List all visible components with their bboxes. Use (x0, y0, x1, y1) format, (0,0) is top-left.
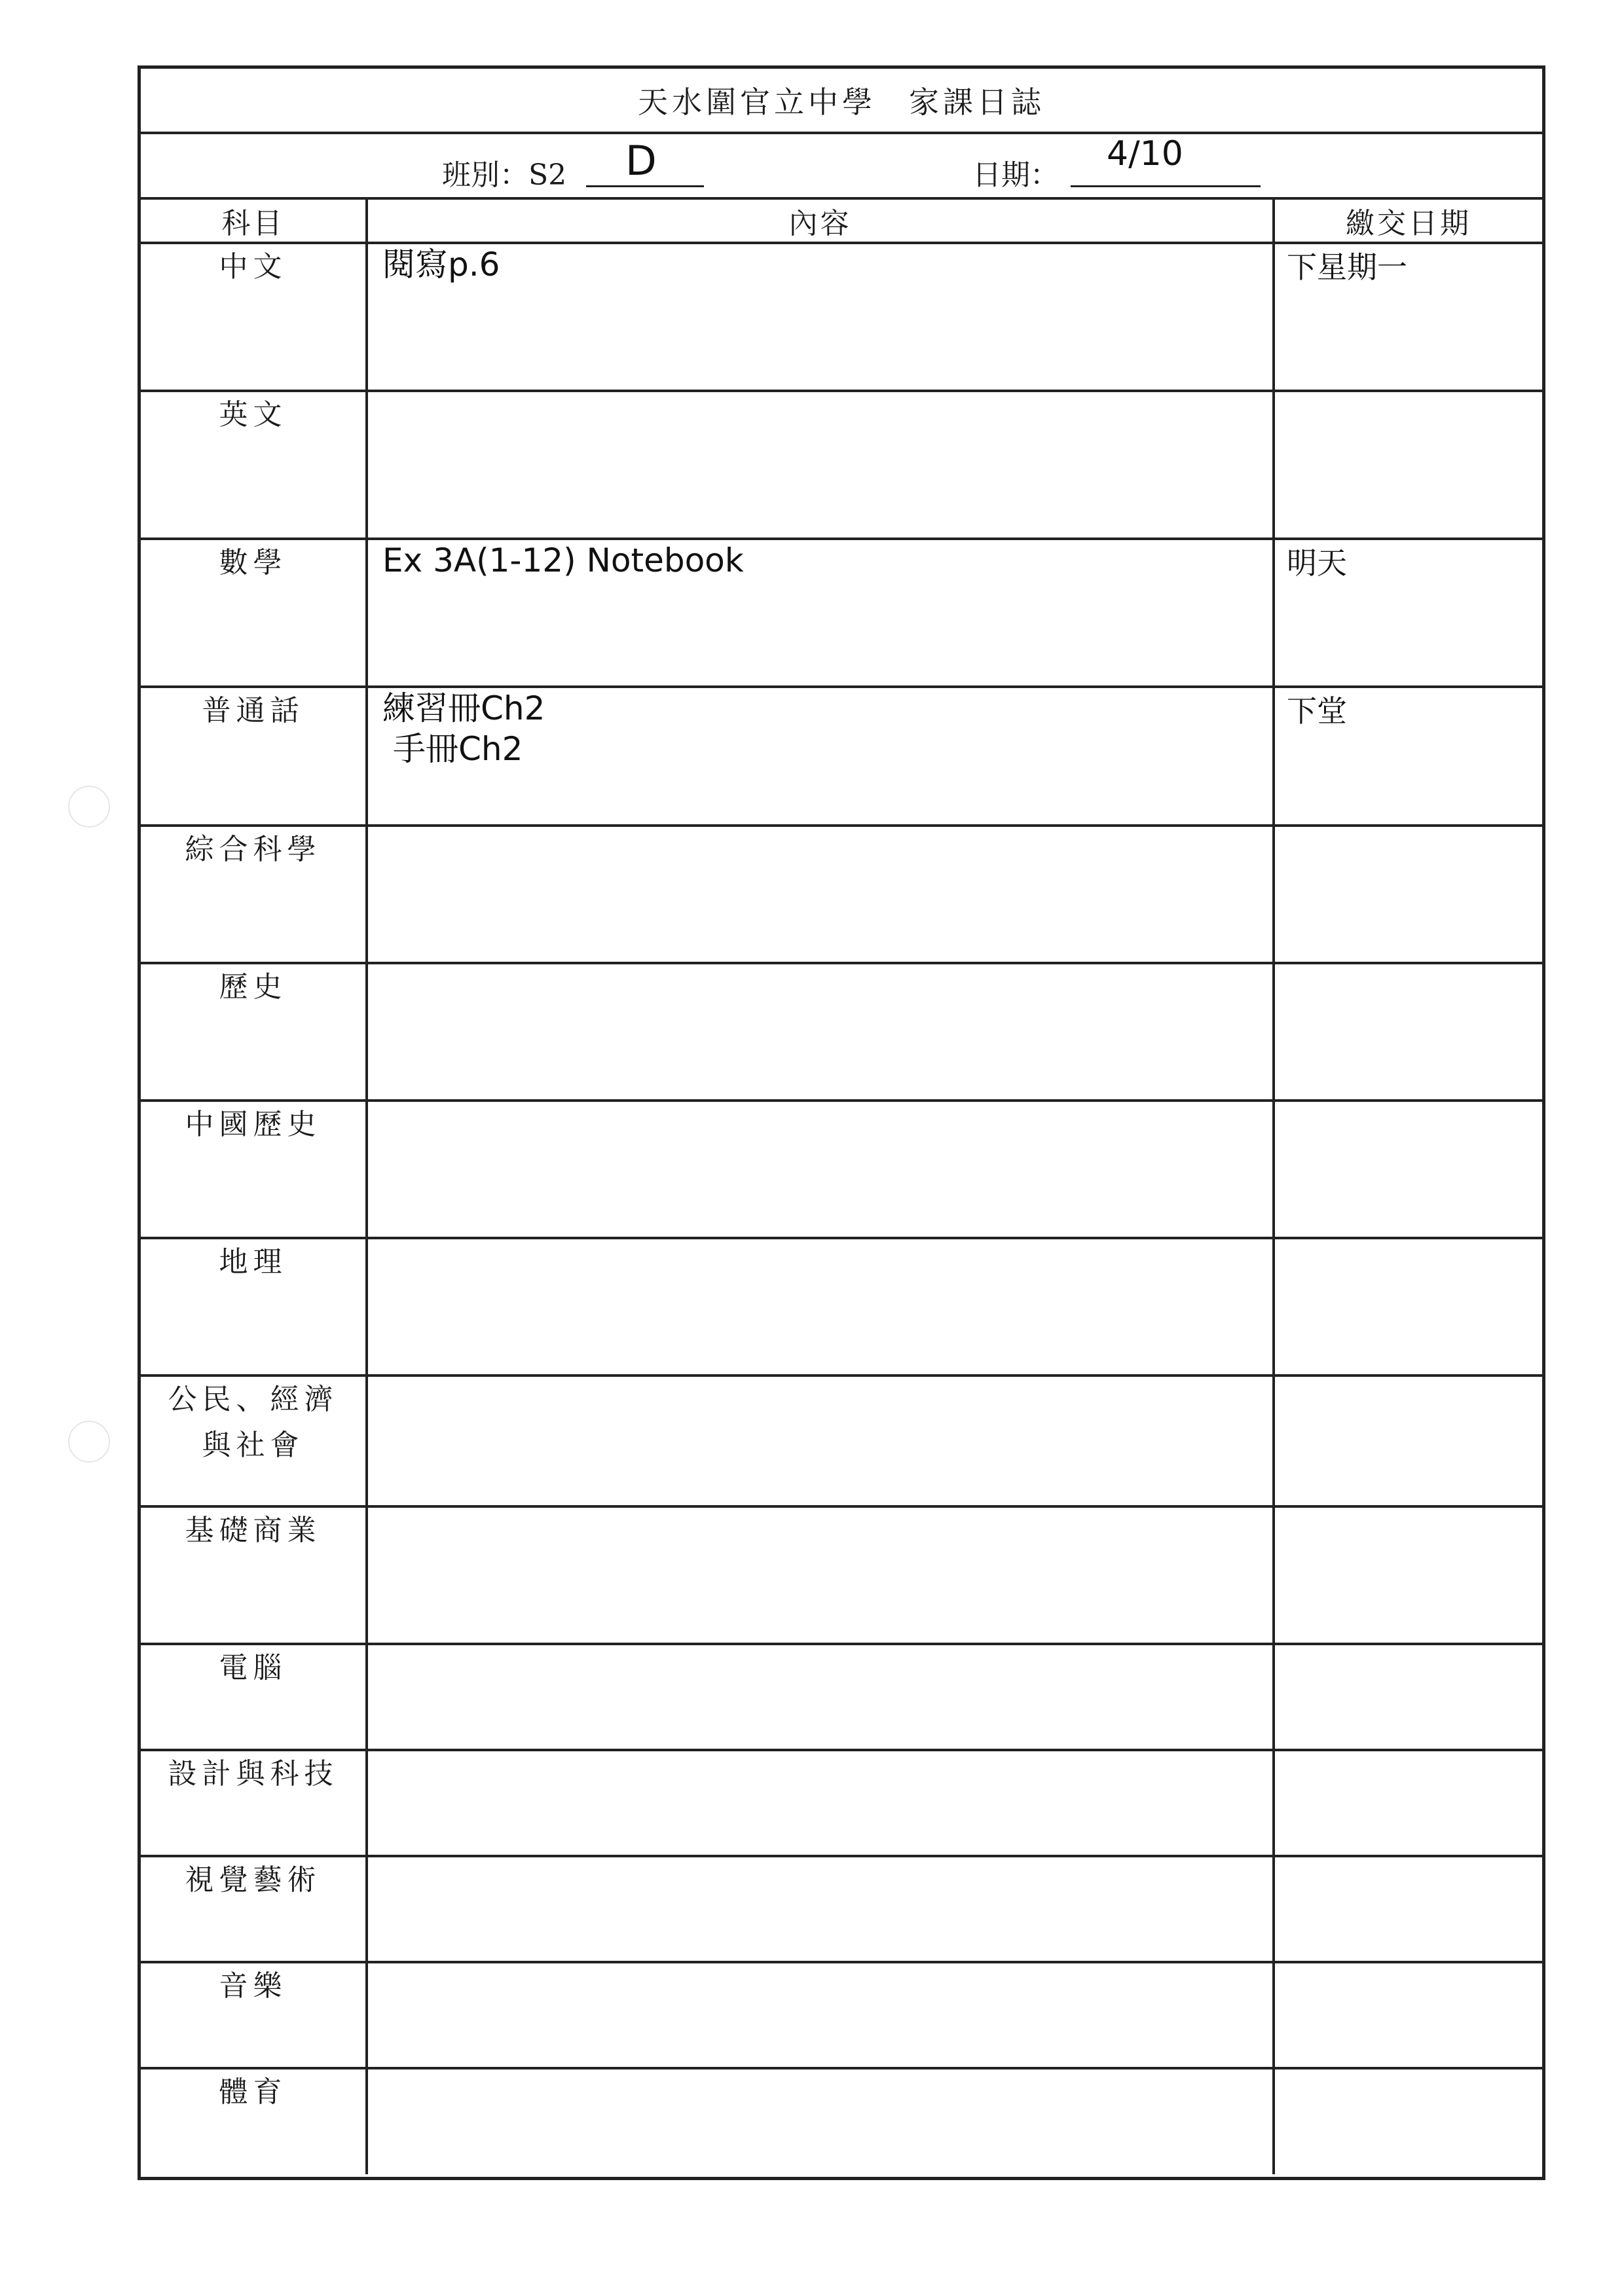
content-cell (367, 1750, 1274, 1856)
content-cell (367, 391, 1274, 539)
due-cell (1274, 963, 1542, 1101)
subject-label: 普通話 (202, 694, 304, 727)
subject-cell (141, 1962, 367, 2068)
table-row (141, 391, 1542, 539)
subject-label: 體育 (219, 2075, 287, 2109)
subject-label: 公民、經濟與社會 (168, 1383, 339, 1462)
subject-cell (141, 1101, 367, 1238)
subject-label: 設計與科技 (168, 1757, 339, 1791)
due-cell (1274, 687, 1542, 826)
subject-cell (141, 243, 367, 391)
table-row (141, 963, 1542, 1101)
subject-cell (141, 1376, 367, 1506)
content-cell (367, 826, 1274, 963)
due-cell (1274, 826, 1542, 963)
subject-label: 音樂 (219, 1969, 287, 2003)
content-cell (367, 539, 1274, 687)
header-content: 內容 (367, 200, 1274, 243)
due-date-entry: 明天 (1287, 545, 1347, 581)
content-cell (367, 243, 1274, 391)
diary-title: 家課日誌 (909, 84, 1045, 120)
due-cell (1274, 1238, 1542, 1376)
table-row (141, 1644, 1542, 1750)
subject-label: 英文 (219, 398, 287, 431)
meta-row (141, 134, 1542, 200)
subject-cell (141, 391, 367, 539)
content-cell (367, 963, 1274, 1101)
subject-cell (141, 539, 367, 687)
homework-table (141, 200, 1542, 2174)
subject-cell (141, 1238, 367, 1376)
content-cell (367, 1101, 1274, 1238)
content-cell (367, 1506, 1274, 1644)
due-cell (1274, 1856, 1542, 1962)
date-value: 4/10 (1107, 134, 1183, 173)
subject-cell (141, 826, 367, 963)
table-row (141, 1750, 1542, 1856)
homework-entry: Ex 3A(1-12) Notebook (382, 541, 744, 579)
subject-cell (141, 2068, 367, 2174)
due-cell (1274, 1750, 1542, 1856)
content-cell (367, 2068, 1274, 2174)
class-value: D (625, 137, 657, 185)
punch-hole-bottom (68, 1421, 110, 1463)
homework-entry: 手冊Ch2 (393, 730, 523, 768)
content-cell (367, 1238, 1274, 1376)
form-title (141, 69, 1542, 134)
subject-label: 中文 (219, 250, 287, 283)
punch-hole-top (68, 786, 110, 828)
table-row (141, 1962, 1542, 2068)
header-subject: 科目 (141, 200, 367, 243)
content-cell (367, 1962, 1274, 2068)
subject-cell (141, 1856, 367, 1962)
due-cell (1274, 1376, 1542, 1506)
due-date-entry: 下星期一 (1287, 249, 1407, 285)
subject-cell (141, 687, 367, 826)
table-row (141, 1376, 1542, 1506)
homework-diary-form (138, 65, 1545, 2180)
subject-label: 歷史 (219, 970, 287, 1004)
table-row (141, 2068, 1542, 2174)
content-cell (367, 1376, 1274, 1506)
class-label: 班別：S2 (442, 158, 567, 192)
subject-label: 視覺藝術 (185, 1863, 322, 1897)
subject-label: 綜合科學 (185, 833, 322, 866)
due-cell (1274, 391, 1542, 539)
date-label: 日期： (972, 158, 1059, 192)
table-row (141, 687, 1542, 826)
subject-cell (141, 963, 367, 1101)
due-cell (1274, 1101, 1542, 1238)
subject-label: 中國歷史 (185, 1108, 322, 1141)
table-header-row (141, 200, 1542, 243)
table-row (141, 243, 1542, 391)
due-cell (1274, 243, 1542, 391)
table-row (141, 1856, 1542, 1962)
table-row (141, 1101, 1542, 1238)
content-cell (367, 1644, 1274, 1750)
table-row (141, 1506, 1542, 1644)
due-cell (1274, 539, 1542, 687)
school-name: 天水圍官立中學 (638, 84, 876, 120)
content-cell (367, 1856, 1274, 1962)
table-row (141, 539, 1542, 687)
table-row (141, 826, 1542, 963)
due-cell (1274, 1962, 1542, 2068)
homework-entry: 閱寫p.6 (382, 246, 500, 283)
subject-cell (141, 1506, 367, 1644)
due-date-entry: 下堂 (1287, 693, 1347, 729)
header-due: 繳交日期 (1274, 200, 1542, 243)
subject-label: 數學 (219, 546, 287, 579)
due-cell (1274, 2068, 1542, 2174)
table-row (141, 1238, 1542, 1376)
subject-cell (141, 1750, 367, 1856)
due-cell (1274, 1506, 1542, 1644)
due-cell (1274, 1644, 1542, 1750)
homework-entry: 練習冊Ch2 (382, 689, 545, 727)
subject-label: 電腦 (219, 1651, 287, 1685)
subject-label: 基礎商業 (185, 1514, 322, 1547)
subject-label: 地理 (219, 1245, 287, 1279)
content-cell (367, 687, 1274, 826)
subject-cell (141, 1644, 367, 1750)
